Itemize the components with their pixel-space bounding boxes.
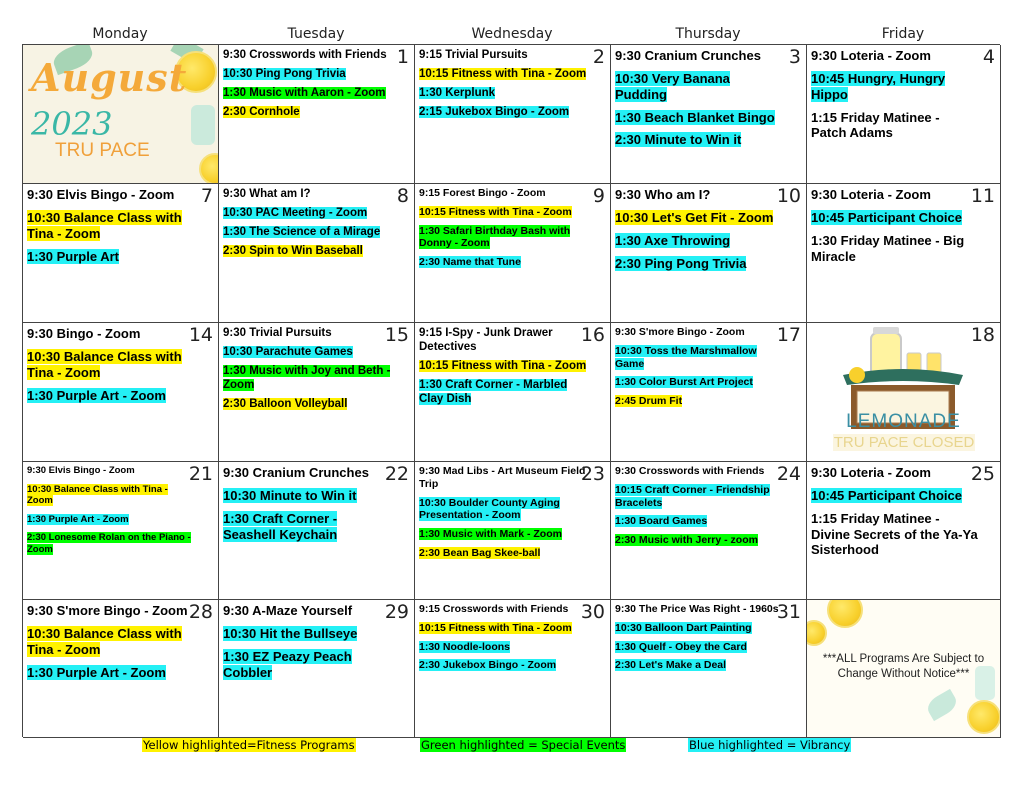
day-number: 15 xyxy=(384,324,409,346)
event-text: 10:30 Balance Class with Tina - Zoom xyxy=(27,483,168,507)
calendar-event xyxy=(27,514,214,526)
weekday-header-row xyxy=(22,24,1000,44)
notice-text: ***ALL Programs Are Subject to Change Without Notice*** xyxy=(822,653,985,680)
day-number: 4 xyxy=(982,46,995,68)
event-text: 1:30 Kerplunk xyxy=(419,87,496,100)
event-text: 1:30 Friday Matinee - Big Miracle xyxy=(811,232,965,264)
event-text: 9:30 Cranium Crunches xyxy=(223,465,369,480)
calendar-event xyxy=(811,48,996,64)
lemon-slice-icon xyxy=(199,153,219,184)
calendar-event xyxy=(615,345,802,371)
calendar-event xyxy=(223,244,410,258)
event-text: 2:30 Ping Pong Trivia xyxy=(615,255,747,271)
calendar-event xyxy=(419,359,606,373)
event-text: 9:30 Trivial Pursuits xyxy=(223,327,332,339)
event-text: 9:15 Crosswords with Friends xyxy=(419,603,569,615)
calendar-day-cell xyxy=(611,323,807,462)
calendar-event xyxy=(615,233,802,249)
lemon-slice-icon xyxy=(807,620,827,646)
calendar-day-cell xyxy=(611,462,807,600)
event-text: 10:30 Hit the Bullseye xyxy=(223,625,358,641)
event-text: 2:30 Name that Tune xyxy=(419,256,521,269)
calendar-event xyxy=(419,326,606,354)
calendar-event xyxy=(615,256,802,272)
calendar-day-cell xyxy=(415,323,611,462)
event-text: 10:45 Hungry, Hungry Hippo xyxy=(811,70,946,102)
event-text: 10:30 Boulder County Aging Presentation - Zoom xyxy=(419,496,560,522)
day-number: 11 xyxy=(970,185,995,207)
calendar-day-cell xyxy=(415,600,611,738)
calendar-event xyxy=(223,345,410,359)
calendar-day-cell xyxy=(219,45,415,184)
calendar-day-cell xyxy=(23,323,219,462)
calendar-event xyxy=(27,187,214,203)
weekday-header: Monday xyxy=(92,26,148,42)
event-text: 9:30 A-Maze Yourself xyxy=(223,603,353,618)
day-number: 28 xyxy=(188,601,213,623)
calendar-event xyxy=(27,210,214,242)
calendar-event xyxy=(811,210,996,226)
calendar-day-cell xyxy=(807,462,1001,600)
calendar-event xyxy=(223,326,410,340)
event-text: 2:30 Cornhole xyxy=(223,106,300,119)
weekday-header: Wednesday xyxy=(471,26,553,42)
lemon-slice-icon xyxy=(967,700,1001,734)
calendar-event xyxy=(223,187,410,201)
day-number: 23 xyxy=(580,463,605,485)
event-text: 1:30 Board Games xyxy=(615,515,708,528)
calendar-event xyxy=(615,641,802,654)
weekday-header: Thursday xyxy=(675,26,741,42)
day-number: 10 xyxy=(776,185,801,207)
event-text: 2:30 Let's Make a Deal xyxy=(615,659,727,672)
logo-org: TRU PACE xyxy=(55,140,150,161)
calendar-event xyxy=(27,626,214,658)
legend xyxy=(0,738,1024,754)
closed-label: TRU PACE CLOSED xyxy=(833,434,975,451)
event-text: 1:30 Music with Joy and Beth - Zoom xyxy=(223,365,391,392)
event-text: 1:30 Craft Corner - Marbled Clay Dish xyxy=(419,379,568,406)
calendar-event xyxy=(419,67,606,81)
calendar-event xyxy=(419,641,606,654)
day-number: 29 xyxy=(384,601,409,623)
calendar-event xyxy=(811,488,996,504)
event-text: 10:30 Toss the Marshmallow Game xyxy=(615,344,757,370)
event-text: 10:45 Participant Choice xyxy=(811,209,962,225)
day-number: 22 xyxy=(384,463,409,485)
calendar-day-cell xyxy=(219,600,415,738)
calendar-event xyxy=(615,603,802,616)
event-text: 1:30 Beach Blanket Bingo xyxy=(615,109,775,125)
calendar-event xyxy=(223,397,410,411)
calendar-event xyxy=(419,547,606,560)
calendar-event xyxy=(615,659,802,672)
day-number: 3 xyxy=(788,46,801,68)
event-text: 2:30 Music with Jerry - zoom xyxy=(615,534,758,547)
calendar-event xyxy=(27,349,214,381)
calendar-event xyxy=(811,511,996,559)
day-number: 8 xyxy=(396,185,409,207)
day-number: 14 xyxy=(188,324,213,346)
calendar-closed-cell xyxy=(807,323,1001,462)
event-text: 1:30 Quelf - Obey the Card xyxy=(615,640,747,653)
calendar-event xyxy=(27,484,214,507)
event-text: 1:30 Color Burst Art Project xyxy=(615,376,753,389)
legend-fitness: Yellow highlighted=Fitness Programs xyxy=(143,738,355,752)
event-text: 9:30 Mad Libs - Art Museum Field Trip xyxy=(419,465,586,490)
event-text: 9:30 Who am I? xyxy=(615,187,711,202)
event-text: 10:30 PAC Meeting - Zoom xyxy=(223,207,368,220)
event-text: 1:30 Purple Art - Zoom xyxy=(27,513,129,525)
calendar-day-cell xyxy=(415,45,611,184)
calendar-event xyxy=(223,465,410,481)
calendar-event xyxy=(223,48,410,62)
calendar-event xyxy=(419,187,606,200)
event-text: 1:15 Friday Matinee - Divine Secrets of the Ya-Ya Sisterhood xyxy=(811,510,978,558)
event-text: 10:15 Fitness with Tina - Zoom xyxy=(419,360,587,373)
day-number: 1 xyxy=(396,46,409,68)
weekday-header: Friday xyxy=(881,26,925,42)
calendar-event xyxy=(223,105,410,119)
calendar-event xyxy=(27,665,214,681)
event-text: 2:45 Drum Fit xyxy=(615,395,683,408)
event-text: 2:30 Balloon Volleyball xyxy=(223,398,348,411)
day-number: 7 xyxy=(200,185,213,207)
event-text: 9:30 S'more Bingo - Zoom xyxy=(615,326,745,338)
calendar-event xyxy=(27,326,214,342)
event-text: 10:30 Parachute Games xyxy=(223,346,353,359)
event-text: 10:15 Fitness with Tina - Zoom xyxy=(419,68,587,81)
lemonade-label: LEMONADE xyxy=(846,411,961,432)
calendar-event xyxy=(419,48,606,62)
day-number: 31 xyxy=(776,601,801,623)
calendar-day-cell xyxy=(23,184,219,323)
logo-year: 2023 xyxy=(31,105,113,143)
calendar-event xyxy=(419,256,606,269)
day-number: 2 xyxy=(592,46,605,68)
calendar-day-cell xyxy=(23,600,219,738)
calendar-event xyxy=(223,649,410,681)
calendar-event xyxy=(615,465,802,478)
day-number: 17 xyxy=(776,324,801,346)
event-text: 10:30 Balance Class with Tina - Zoom xyxy=(27,348,182,380)
calendar-event xyxy=(615,187,802,203)
event-text: 9:30 Cranium Crunches xyxy=(615,48,761,63)
calendar-event xyxy=(615,210,802,226)
calendar-event xyxy=(615,132,802,148)
calendar-event xyxy=(223,206,410,220)
day-number: 30 xyxy=(580,601,605,623)
calendar-logo-cell xyxy=(23,45,219,184)
calendar-event xyxy=(811,233,996,265)
event-text: 9:30 Crosswords with Friends xyxy=(223,49,387,61)
event-text: 9:30 Loteria - Zoom xyxy=(811,187,931,202)
event-text: 1:15 Friday Matinee - Patch Adams xyxy=(811,109,940,141)
calendar-day-cell xyxy=(23,462,219,600)
event-text: 10:30 Very Banana Pudding xyxy=(615,70,730,102)
legend-special-events: Green highlighted = Special Events xyxy=(421,738,626,752)
calendar-event xyxy=(223,626,410,642)
calendar-day-cell xyxy=(807,45,1001,184)
calendar-day-cell xyxy=(415,184,611,323)
calendar-event xyxy=(615,48,802,64)
event-text: 9:15 I-Spy - Junk Drawer Detectives xyxy=(419,327,553,354)
calendar-event xyxy=(419,105,606,119)
calendar-event xyxy=(615,534,802,547)
event-text: 10:15 Craft Corner - Friendship Bracelets xyxy=(615,483,770,509)
calendar-event xyxy=(27,388,214,404)
event-text: 10:30 Balloon Dart Painting xyxy=(615,621,752,634)
calendar-event xyxy=(419,603,606,616)
event-text: 9:30 Loteria - Zoom xyxy=(811,48,931,63)
calendar-event xyxy=(811,187,996,203)
event-text: 2:30 Lonesome Rolan on the Piano - Zoom xyxy=(27,532,191,555)
calendar-event xyxy=(615,622,802,635)
day-number: 9 xyxy=(592,185,605,207)
calendar-event xyxy=(419,659,606,672)
event-text: 9:30 Bingo - Zoom xyxy=(27,326,141,341)
event-text: 10:15 Fitness with Tina - Zoom xyxy=(419,621,572,634)
event-text: 1:30 Music with Mark - Zoom xyxy=(419,528,562,541)
day-number: 21 xyxy=(188,463,213,485)
event-text: 1:30 Purple Art - Zoom xyxy=(27,387,166,403)
event-text: 1:30 Noodle-loons xyxy=(419,640,511,653)
event-text: 9:30 The Price Was Right - 1960s xyxy=(615,603,779,615)
event-text: 9:30 Elvis Bingo - Zoom xyxy=(27,465,135,476)
event-text: 10:30 Ping Pong Trivia xyxy=(223,68,346,81)
calendar-event xyxy=(419,206,606,219)
event-text: 1:30 Music with Aaron - Zoom xyxy=(223,87,386,100)
event-text: 9:30 S'more Bingo - Zoom xyxy=(27,603,188,618)
day-number: 18 xyxy=(970,324,995,346)
event-text: 10:30 Minute to Win it xyxy=(223,487,357,503)
calendar-event xyxy=(419,225,606,251)
calendar-event xyxy=(615,515,802,528)
calendar-event xyxy=(223,488,410,504)
calendar-notice-cell xyxy=(807,600,1001,738)
weekday-header: Tuesday xyxy=(287,26,345,42)
lemon-slice-icon xyxy=(827,600,863,628)
calendar-day-cell xyxy=(415,462,611,600)
calendar-grid xyxy=(22,44,1000,737)
calendar-event xyxy=(615,326,802,339)
calendar-event xyxy=(223,603,410,619)
event-text: 2:30 Spin to Win Baseball xyxy=(223,245,363,258)
calendar-event xyxy=(223,86,410,100)
calendar-day-cell xyxy=(219,462,415,600)
leaf-decoration xyxy=(924,689,960,721)
logo-month: August xyxy=(31,55,188,100)
calendar-event xyxy=(615,395,802,408)
calendar-day-cell xyxy=(807,184,1001,323)
day-number: 16 xyxy=(580,324,605,346)
calendar-event xyxy=(419,465,606,491)
event-text: 2:15 Jukebox Bingo - Zoom xyxy=(419,106,570,119)
calendar-day-cell xyxy=(611,184,807,323)
event-text: 9:30 What am I? xyxy=(223,188,311,200)
calendar-event xyxy=(419,86,606,100)
calendar-day-cell xyxy=(219,184,415,323)
calendar-event xyxy=(811,110,996,142)
event-text: 2:30 Bean Bag Skee-ball xyxy=(419,546,541,559)
event-text: 1:30 Axe Throwing xyxy=(615,232,731,248)
calendar-event xyxy=(223,225,410,239)
leaf-decoration xyxy=(191,105,215,145)
event-text: 10:30 Balance Class with Tina - Zoom xyxy=(27,625,182,657)
event-text: 10:45 Participant Choice xyxy=(811,487,962,503)
event-text: 1:30 Craft Corner - Seashell Keychain xyxy=(223,510,338,542)
event-text: 9:15 Forest Bingo - Zoom xyxy=(419,187,546,199)
calendar-day-cell xyxy=(219,323,415,462)
calendar-event xyxy=(615,110,802,126)
calendar-event xyxy=(615,484,802,510)
event-text: 1:30 Purple Art - Zoom xyxy=(27,664,166,680)
calendar-event xyxy=(615,71,802,103)
event-text: 2:30 Jukebox Bingo - Zoom xyxy=(419,659,557,672)
calendar-event xyxy=(419,497,606,523)
day-number: 24 xyxy=(776,463,801,485)
event-text: 1:30 Purple Art xyxy=(27,248,119,264)
calendar-event xyxy=(419,622,606,635)
event-text: 2:30 Minute to Win it xyxy=(615,132,742,148)
event-text: 1:30 EZ Peazy Peach Cobbler xyxy=(223,648,352,680)
calendar-event xyxy=(419,378,606,406)
event-text: 9:30 Elvis Bingo - Zoom xyxy=(27,187,175,202)
calendar-event xyxy=(223,364,410,392)
calendar-day-cell xyxy=(611,600,807,738)
calendar-event xyxy=(615,376,802,389)
event-text: 10:30 Let's Get Fit - Zoom xyxy=(615,209,774,225)
legend-vibrancy: Blue highlighted = Vibrancy xyxy=(689,738,851,752)
event-text: 10:15 Fitness with Tina - Zoom xyxy=(419,205,572,218)
event-text: 9:15 Trivial Pursuits xyxy=(419,49,528,61)
event-text: 1:30 The Science of a Mirage xyxy=(223,226,381,239)
calendar-event xyxy=(27,249,214,265)
day-number: 25 xyxy=(970,463,995,485)
calendar-day-cell xyxy=(611,45,807,184)
calendar-event xyxy=(27,532,214,555)
event-text: 10:30 Balance Class with Tina - Zoom xyxy=(27,209,182,241)
calendar-event xyxy=(811,465,996,481)
calendar-event xyxy=(811,71,996,103)
calendar-event xyxy=(223,511,410,543)
calendar-event xyxy=(223,67,410,81)
calendar-event xyxy=(27,603,214,619)
calendar-event xyxy=(419,528,606,541)
event-text: 9:30 Crosswords with Friends xyxy=(615,465,765,477)
event-text: 9:30 Loteria - Zoom xyxy=(811,465,931,480)
calendar-event xyxy=(27,465,214,477)
event-text: 1:30 Safari Birthday Bash with Donny - Zoom xyxy=(419,224,571,250)
